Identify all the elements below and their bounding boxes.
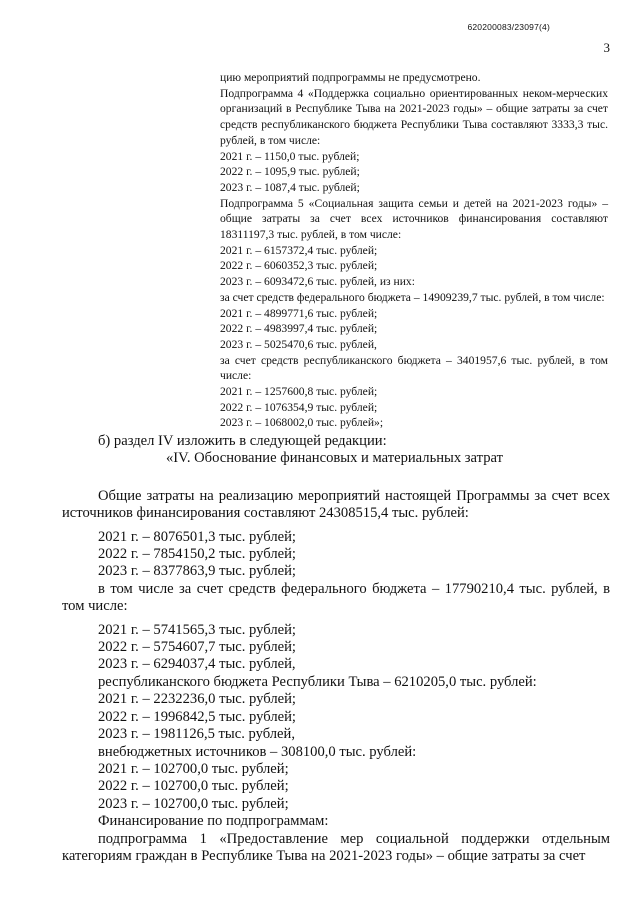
text-line: 2021 г. – 1257600,8 тыс. рублей;: [220, 385, 378, 399]
text-line: 2023 г. – 1087,4 тыс. рублей;: [220, 180, 360, 194]
list-item: 2023 г. – 102700,0 тыс. рублей;: [98, 795, 289, 812]
federal-budget-paragraph: за счет средств федерального бюджета – 14909239,7 тыс. рублей, в том числе:: [220, 290, 605, 304]
text-line: 2021 г. – 6157372,4 тыс. рублей;: [220, 243, 378, 257]
list-item: 2022 г. – 7854150,2 тыс. рублей;: [98, 546, 296, 563]
republic-budget-paragraph: за счет средств республиканского бюджета – 3401957,6 тыс. рублей, в том числе:: [220, 353, 608, 383]
text-line: 2022 г. – 6060352,3 тыс. рублей;: [220, 259, 378, 273]
text-line: 2022 г. – 4983997,4 тыс. рублей;: [220, 322, 378, 336]
list-item: 2023 г. – 1981126,5 тыс. рублей,: [98, 726, 295, 743]
section-heading: «IV. Обоснование финансовых и материальных затрат: [166, 450, 503, 467]
list-item: 2022 г. – 102700,0 тыс. рублей;: [98, 778, 289, 795]
list-item: 2021 г. – 5741565,3 тыс. рублей;: [98, 621, 296, 638]
text-line: 2023 г. – 1068002,0 тыс. рублей»;: [220, 416, 384, 430]
list-item: 2022 г. – 1996842,5 тыс. рублей;: [98, 708, 296, 725]
republic-costs-paragraph: республиканского бюджета Республики Тыва – 6210205,0 тыс. рублей:: [98, 673, 537, 690]
text-line: цию мероприятий подпрограммы не предусмотрено.: [220, 71, 481, 84]
text-line: 2023 г. – 5025470,6 тыс. рублей,: [220, 337, 377, 351]
page-number: 3: [603, 40, 610, 55]
document-id: 620200083/23097(4): [467, 22, 550, 32]
list-item: 2023 г. – 8377863,9 тыс. рублей;: [98, 563, 296, 580]
list-item: 2022 г. – 5754607,7 тыс. рублей;: [98, 639, 296, 656]
previous-section-block: [220, 70, 608, 431]
text-line: 2021 г. – 1150,0 тыс. рублей;: [220, 149, 360, 163]
subprogram-1-paragraph: подпрограмма 1 «Предоставление мер социальной поддержки отдельным категориям граждан в Республике Тыва на 2021-2023 годы» – общие затраты за счет: [62, 830, 610, 864]
main-text-block: [62, 433, 610, 865]
subprogram-5-paragraph: Подпрограмма 5 «Социальная защита семьи и детей на 2021-2023 годы» – общие затраты за счет всех источников финансирования составляют 18311197,3 тыс. рублей, в том числе:: [220, 196, 608, 242]
offbudget-costs-paragraph: внебюджетных источников – 308100,0 тыс. рублей:: [98, 743, 417, 760]
text-line: 2021 г. – 4899771,6 тыс. рублей;: [220, 306, 378, 320]
list-item: 2021 г. – 2232236,0 тыс. рублей;: [98, 691, 296, 708]
list-item: 2023 г. – 6294037,4 тыс. рублей,: [98, 656, 296, 673]
section-amendment-item: б) раздел IV изложить в следующей редакции:: [98, 433, 387, 449]
financing-title: Финансирование по подпрограммам:: [98, 813, 329, 830]
federal-costs-paragraph: в том числе за счет средств федерального бюджета – 17790210,4 тыс. рублей, в том числе:: [62, 580, 610, 615]
list-item: 2021 г. – 8076501,3 тыс. рублей;: [98, 528, 296, 545]
total-costs-paragraph: Общие затраты на реализацию мероприятий настоящей Программы за счет всех источников финансирования составляют 24308515,4 тыс. рублей:: [62, 487, 610, 522]
text-line: 2023 г. – 6093472,6 тыс. рублей, из них:: [220, 275, 415, 289]
text-line: 2022 г. – 1076354,9 тыс. рублей;: [220, 400, 378, 414]
text-line: 2022 г. – 1095,9 тыс. рублей;: [220, 165, 360, 179]
list-item: 2021 г. – 102700,0 тыс. рублей;: [98, 760, 289, 777]
subprogram-4-paragraph: Подпрограмма 4 «Поддержка социально ориентированных неком-мерческих организаций в Республике Тыва на 2021-2023 годы» – общие затраты за счет средств республиканского бюджета Республики Тыва составляют 3333,3 тыс. рублей, в том числе:: [220, 86, 608, 147]
